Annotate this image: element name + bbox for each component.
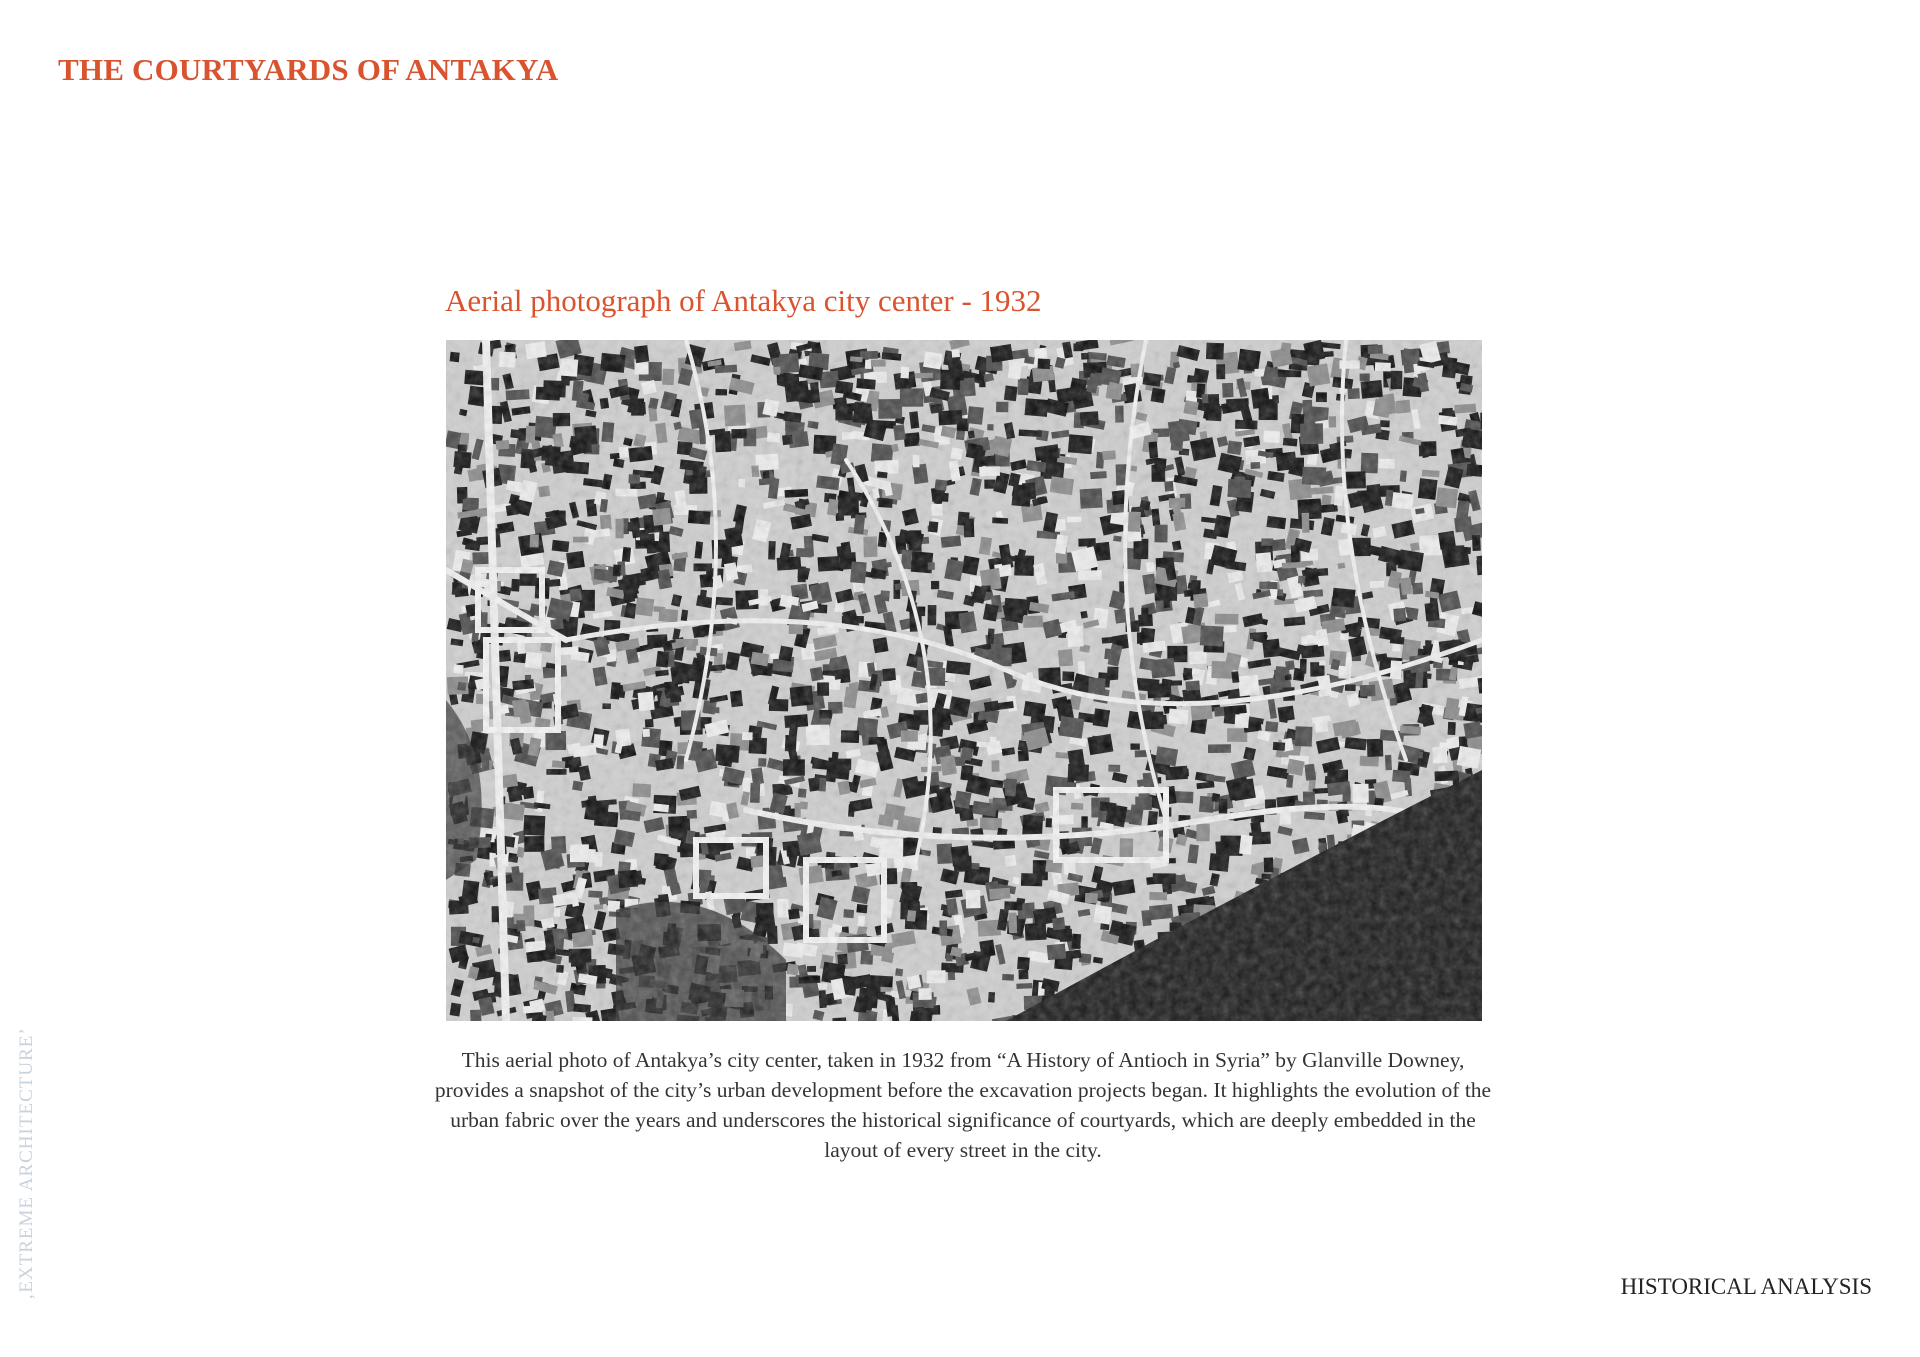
figure-description: This aerial photo of Antakya’s city center, taken in 1932 from “A History of Antioch in Syria” by Glanville Downey, provides a snapshot of the city’s urban development before the excavation projects began. It highlights the evolution of the urban fabric over the years and underscores the historical significance of courtyards, which are deeply embedded in the layout of every street in the city. bbox=[434, 1048, 1492, 1162]
figure-title: Aerial photograph of Antakya city center - 1932 bbox=[445, 283, 1042, 318]
page-title: THE COURTYARDS OF ANTAKYA bbox=[58, 52, 559, 87]
aerial-photo bbox=[446, 340, 1482, 1021]
section-label: HISTORICAL ANALYSIS bbox=[1620, 1274, 1872, 1299]
aerial-photo-icon bbox=[446, 340, 1482, 1021]
vertical-brand-label: ‚EXTREME ARCHITECTURE’ bbox=[16, 1027, 37, 1300]
